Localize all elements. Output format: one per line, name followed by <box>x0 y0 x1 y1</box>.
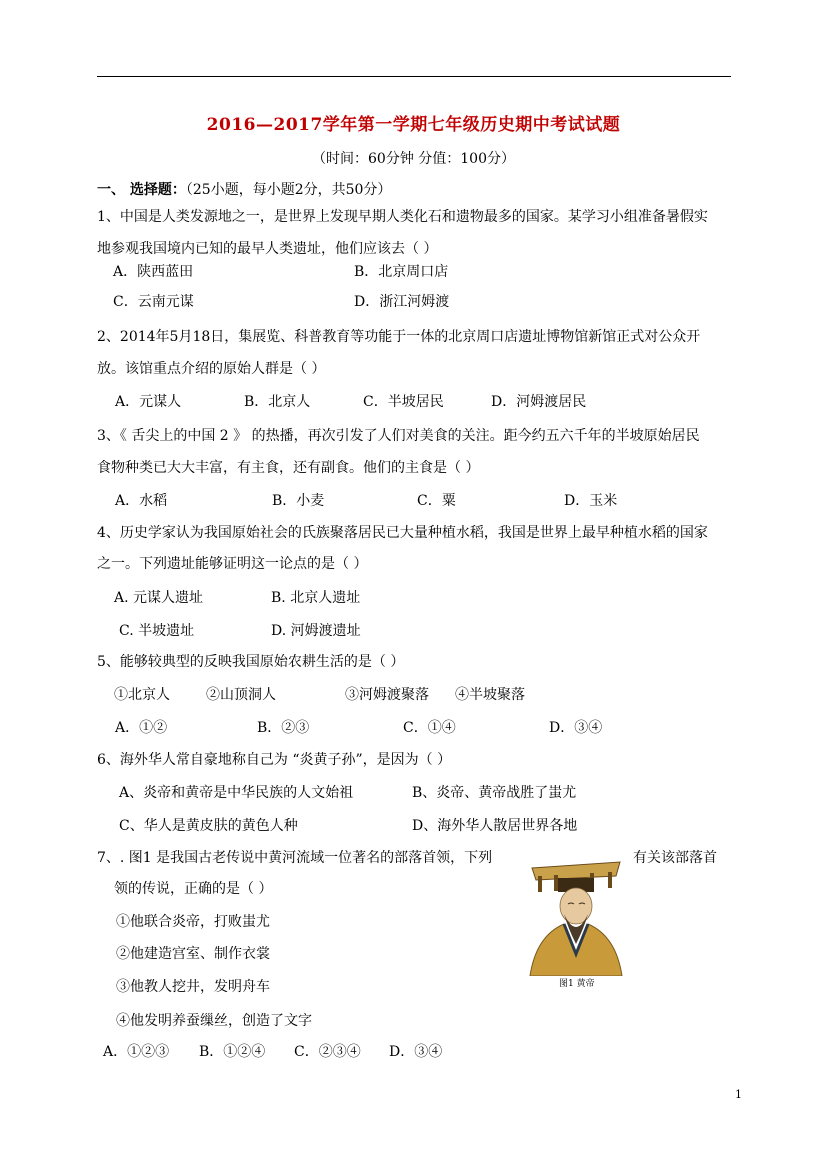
q7-item-3: ③他教人挖井，发明舟车 <box>116 979 270 995</box>
q7-option-a: A．①②③ <box>103 1044 170 1060</box>
q2-option-b: B．北京人 <box>244 394 311 410</box>
q5-option-d: D．③④ <box>549 720 603 736</box>
q3-line2: 食物种类已大大丰富，有主食，还有副食。他们的主食是（ ） <box>97 460 480 476</box>
q4-option-c: C. 半坡遗址 <box>119 623 195 639</box>
q7-item-1: ①他联合炎帝，打败蚩尤 <box>116 914 270 930</box>
q4-option-b: B. 北京人遗址 <box>271 590 361 606</box>
q4-option-a: A. 元谋人遗址 <box>114 590 204 606</box>
q5-option-b: B．②③ <box>257 720 310 736</box>
q2-option-a: A．元谋人 <box>115 394 182 410</box>
q7-option-b: B．①②④ <box>199 1044 266 1060</box>
q7-option-d: D．③④ <box>389 1044 443 1060</box>
q7-line1a: 7、. 图1 是我国古老传说中黄河流域一位著名的部落首领，下列 <box>97 850 493 866</box>
q3-option-c: C．粟 <box>417 493 456 509</box>
q4-option-d: D. 河姆渡遗址 <box>271 623 361 639</box>
q7-line2: 领的传说，正确的是（ ） <box>114 881 273 897</box>
section-note: （25小题，每小题2分，共50分） <box>185 182 392 198</box>
figure-caption: 图1 黄帝 <box>559 979 595 989</box>
q4-line2: 之一。下列遗址能够证明这一论点的是（ ） <box>97 556 368 572</box>
q6-line1: 6、海外华人常自豪地称自己为 “炎黄子孙”，是因为（ ） <box>97 752 452 768</box>
q1-option-b: B．北京周口店 <box>354 264 449 280</box>
q3-line1: 3、《 舌尖上的中国 2 》 的热播，再次引发了人们对美食的关注。距今约五六千年的半坡原始居民 <box>97 428 700 444</box>
exam-title: 2016—2017学年第一学期七年级历史期中考试试题 <box>206 115 621 135</box>
q6-option-a: A、炎帝和黄帝是中华民族的人文始祖 <box>119 785 354 801</box>
q7-item-4: ④他发明养蚕缫丝，创造了文字 <box>116 1013 312 1029</box>
exam-subtitle: （时间：60分钟 分值：100分） <box>312 151 515 167</box>
q5-item-4: ④半坡聚落 <box>455 687 525 703</box>
section-label: 一、 选择题： <box>97 182 186 198</box>
q5-item-1: ①北京人 <box>114 687 170 703</box>
section-heading <box>97 181 391 199</box>
q3-option-b: B．小麦 <box>272 493 325 509</box>
q3-option-a: A．水稻 <box>115 493 168 509</box>
q6-option-d: D、海外华人散居世界各地 <box>412 818 578 834</box>
q2-line2: 放。该馆重点介绍的原始人群是（ ） <box>97 361 326 377</box>
q1-line1: 1、中国是人类发源地之一，是世界上发现早期人类化石和遗物最多的国家。某学习小组准备暑假实 <box>97 209 708 225</box>
q5-item-3: ③河姆渡聚落 <box>345 687 429 703</box>
q7-item-2: ②他建造宫室、制作衣裳 <box>116 946 270 962</box>
q7-line1b: 有关该部落首 <box>633 850 717 866</box>
q5-option-a: A．①② <box>115 720 168 736</box>
q1-option-d: D．浙江河姆渡 <box>354 294 450 310</box>
q5-item-2: ②山顶洞人 <box>206 687 276 703</box>
q4-line1: 4、历史学家认为我国原始社会的氏族聚落居民已大量种植水稻，我国是世界上最早种植水稻的国家 <box>97 525 708 541</box>
q2-option-d: D．河姆渡居民 <box>491 394 587 410</box>
huangdi-portrait-drawing <box>524 858 624 976</box>
page-number: 1 <box>735 1088 742 1101</box>
header-rule <box>97 76 731 77</box>
q2-line1: 2、2014年5月18日，集展览、科普教育等功能于一体的北京周口店遗址博物馆新馆正式对公众开 <box>97 329 701 345</box>
q5-line1: 5、能够较典型的反映我国原始农耕生活的是（ ） <box>97 654 405 670</box>
q5-option-c: C．①④ <box>403 720 456 736</box>
q1-option-c: C．云南元谋 <box>113 294 194 310</box>
q7-option-c: C．②③④ <box>294 1044 361 1060</box>
q6-option-c: C、华人是黄皮肤的黄色人种 <box>119 818 298 834</box>
q6-option-b: B、炎帝、黄帝战胜了蚩尤 <box>412 785 577 801</box>
q3-option-d: D．玉米 <box>564 493 618 509</box>
huangdi-portrait-image <box>524 858 624 988</box>
q2-option-c: C．半坡居民 <box>363 394 444 410</box>
q1-line2: 地参观我国境内已知的最早人类遗址，他们应该去（ ） <box>97 241 438 257</box>
q1-option-a: A．陕西蓝田 <box>113 264 194 280</box>
